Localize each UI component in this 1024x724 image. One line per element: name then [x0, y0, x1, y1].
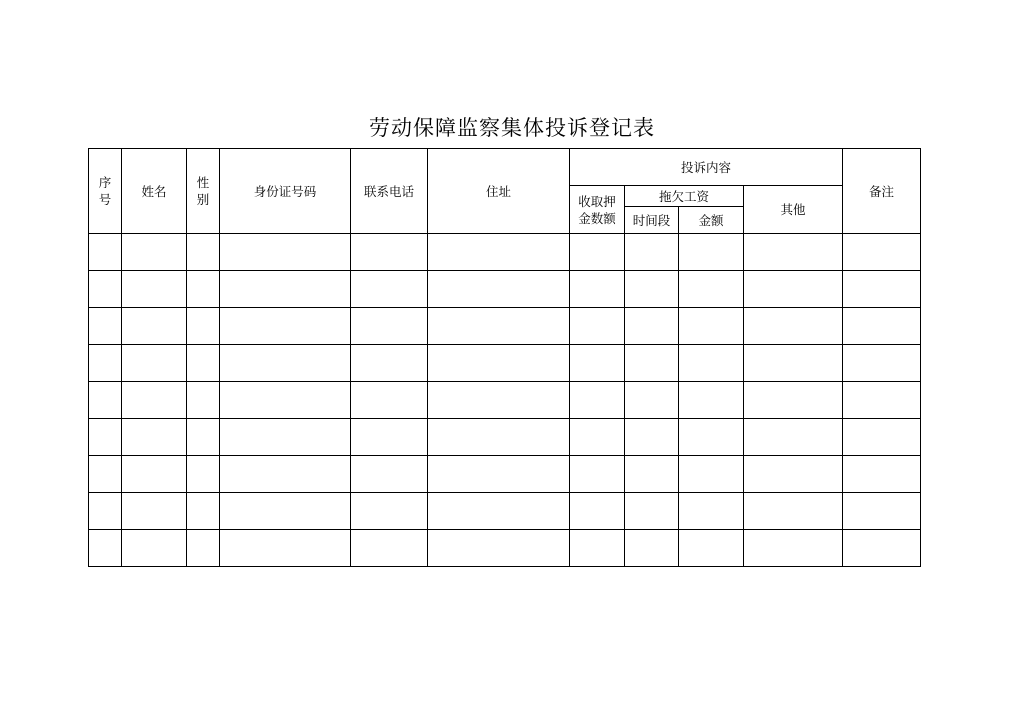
- table-cell[interactable]: [843, 271, 921, 308]
- table-cell[interactable]: [89, 419, 122, 456]
- table-cell[interactable]: [122, 345, 187, 382]
- table-cell[interactable]: [679, 382, 744, 419]
- table-cell[interactable]: [570, 419, 625, 456]
- table-cell[interactable]: [187, 419, 220, 456]
- header-gender-line1: 性: [196, 175, 210, 190]
- table-cell[interactable]: [625, 308, 679, 345]
- table-row: [89, 493, 921, 530]
- table-cell[interactable]: [89, 456, 122, 493]
- header-gender: [187, 149, 220, 234]
- table-cell[interactable]: [187, 382, 220, 419]
- table-cell[interactable]: [187, 530, 220, 567]
- table-cell[interactable]: [351, 271, 428, 308]
- table-cell[interactable]: [187, 493, 220, 530]
- table-row: [89, 345, 921, 382]
- table-cell[interactable]: [625, 419, 679, 456]
- header-remarks: 备注: [843, 149, 921, 234]
- table-cell[interactable]: [625, 382, 679, 419]
- table-cell[interactable]: [428, 345, 570, 382]
- table-cell[interactable]: [679, 271, 744, 308]
- table-cell[interactable]: [843, 419, 921, 456]
- table-cell[interactable]: [187, 308, 220, 345]
- table-cell[interactable]: [570, 382, 625, 419]
- table-cell[interactable]: [89, 271, 122, 308]
- table-cell[interactable]: [570, 308, 625, 345]
- table-cell[interactable]: [570, 530, 625, 567]
- header-seq-line2: 号: [98, 192, 112, 207]
- header-time-period: 时间段: [625, 207, 679, 234]
- table-cell[interactable]: [89, 530, 122, 567]
- table-cell[interactable]: [625, 271, 679, 308]
- table-cell[interactable]: [89, 345, 122, 382]
- document-title: 劳动保障监察集体投诉登记表: [369, 116, 655, 140]
- table-cell[interactable]: [744, 493, 843, 530]
- table-cell[interactable]: [122, 271, 187, 308]
- table-cell[interactable]: [625, 234, 679, 271]
- header-other: 其他: [744, 186, 843, 234]
- table-cell[interactable]: [220, 271, 351, 308]
- table-cell[interactable]: [428, 382, 570, 419]
- table-row: [89, 382, 921, 419]
- table-cell[interactable]: [679, 234, 744, 271]
- header-deposit-amount: [570, 186, 625, 234]
- table-cell[interactable]: [122, 456, 187, 493]
- header-deposit-line1: 收取押: [578, 193, 616, 209]
- table-cell[interactable]: [351, 308, 428, 345]
- table-cell[interactable]: [122, 419, 187, 456]
- header-gender-line2: 别: [196, 192, 210, 207]
- table-cell[interactable]: [843, 530, 921, 567]
- table-cell[interactable]: [843, 493, 921, 530]
- table-cell[interactable]: [428, 456, 570, 493]
- table-cell[interactable]: [351, 456, 428, 493]
- table-cell[interactable]: [220, 493, 351, 530]
- table-cell[interactable]: [220, 382, 351, 419]
- table-cell[interactable]: [843, 234, 921, 271]
- table-cell[interactable]: [351, 493, 428, 530]
- table-cell[interactable]: [570, 456, 625, 493]
- table-cell[interactable]: [744, 234, 843, 271]
- header-row-1: [89, 149, 921, 186]
- table-cell[interactable]: [89, 308, 122, 345]
- table-cell[interactable]: [744, 345, 843, 382]
- table-cell[interactable]: [220, 308, 351, 345]
- table-cell[interactable]: [89, 493, 122, 530]
- table-cell[interactable]: [744, 382, 843, 419]
- table-cell[interactable]: [625, 530, 679, 567]
- table-cell[interactable]: [679, 493, 744, 530]
- header-phone: 联系电话: [351, 149, 428, 234]
- table-cell[interactable]: [351, 530, 428, 567]
- table-cell[interactable]: [625, 493, 679, 530]
- table-cell[interactable]: [428, 530, 570, 567]
- table-row: [89, 271, 921, 308]
- table-cell[interactable]: [122, 308, 187, 345]
- table-row: [89, 456, 921, 493]
- table-cell[interactable]: [843, 456, 921, 493]
- table-cell[interactable]: [570, 234, 625, 271]
- header-seq: [89, 149, 122, 234]
- table-cell[interactable]: [122, 530, 187, 567]
- table-cell[interactable]: [428, 271, 570, 308]
- header-seq-line1: 序: [98, 175, 112, 190]
- table-cell[interactable]: [220, 345, 351, 382]
- header-deposit-line2: 金数额: [578, 210, 616, 226]
- header-complaint-content: 投诉内容: [570, 149, 843, 186]
- table-cell[interactable]: [122, 234, 187, 271]
- table-cell[interactable]: [428, 493, 570, 530]
- table-cell[interactable]: [744, 308, 843, 345]
- table-row: [89, 308, 921, 345]
- table-cell[interactable]: [187, 271, 220, 308]
- table-cell[interactable]: [220, 530, 351, 567]
- table-cell[interactable]: [843, 382, 921, 419]
- table-cell[interactable]: [625, 456, 679, 493]
- table-cell[interactable]: [744, 530, 843, 567]
- table-cell[interactable]: [744, 419, 843, 456]
- table-cell[interactable]: [570, 345, 625, 382]
- table-cell[interactable]: [220, 419, 351, 456]
- header-unpaid-wages: 拖欠工资: [625, 186, 744, 207]
- header-id-number: 身份证号码: [220, 149, 351, 234]
- table-cell[interactable]: [679, 530, 744, 567]
- table-cell[interactable]: [570, 271, 625, 308]
- table-cell[interactable]: [570, 493, 625, 530]
- table-cell[interactable]: [679, 345, 744, 382]
- complaint-register-table: [88, 148, 921, 567]
- table-row: [89, 530, 921, 567]
- table-cell[interactable]: [843, 345, 921, 382]
- table-cell[interactable]: [428, 419, 570, 456]
- table-cell[interactable]: [122, 493, 187, 530]
- table-cell[interactable]: [187, 234, 220, 271]
- table-cell[interactable]: [351, 345, 428, 382]
- header-name: 姓名: [122, 149, 187, 234]
- table-cell[interactable]: [220, 456, 351, 493]
- table-cell[interactable]: [351, 234, 428, 271]
- table-cell[interactable]: [187, 456, 220, 493]
- table-row: [89, 234, 921, 271]
- table-row: [89, 419, 921, 456]
- header-amount: 金额: [679, 207, 744, 234]
- header-address: 住址: [428, 149, 570, 234]
- table-cell[interactable]: [187, 345, 220, 382]
- table-cell[interactable]: [220, 234, 351, 271]
- table-cell[interactable]: [679, 308, 744, 345]
- table-cell[interactable]: [89, 234, 122, 271]
- table-cell[interactable]: [843, 308, 921, 345]
- table-cell[interactable]: [679, 456, 744, 493]
- table-cell[interactable]: [89, 382, 122, 419]
- table-body: [89, 149, 921, 567]
- table-cell[interactable]: [351, 382, 428, 419]
- table-cell[interactable]: [744, 271, 843, 308]
- table-cell[interactable]: [428, 234, 570, 271]
- table-cell[interactable]: [625, 345, 679, 382]
- table-cell[interactable]: [428, 308, 570, 345]
- table-cell[interactable]: [122, 382, 187, 419]
- table-cell[interactable]: [679, 419, 744, 456]
- table-cell[interactable]: [744, 456, 843, 493]
- table-cell[interactable]: [351, 419, 428, 456]
